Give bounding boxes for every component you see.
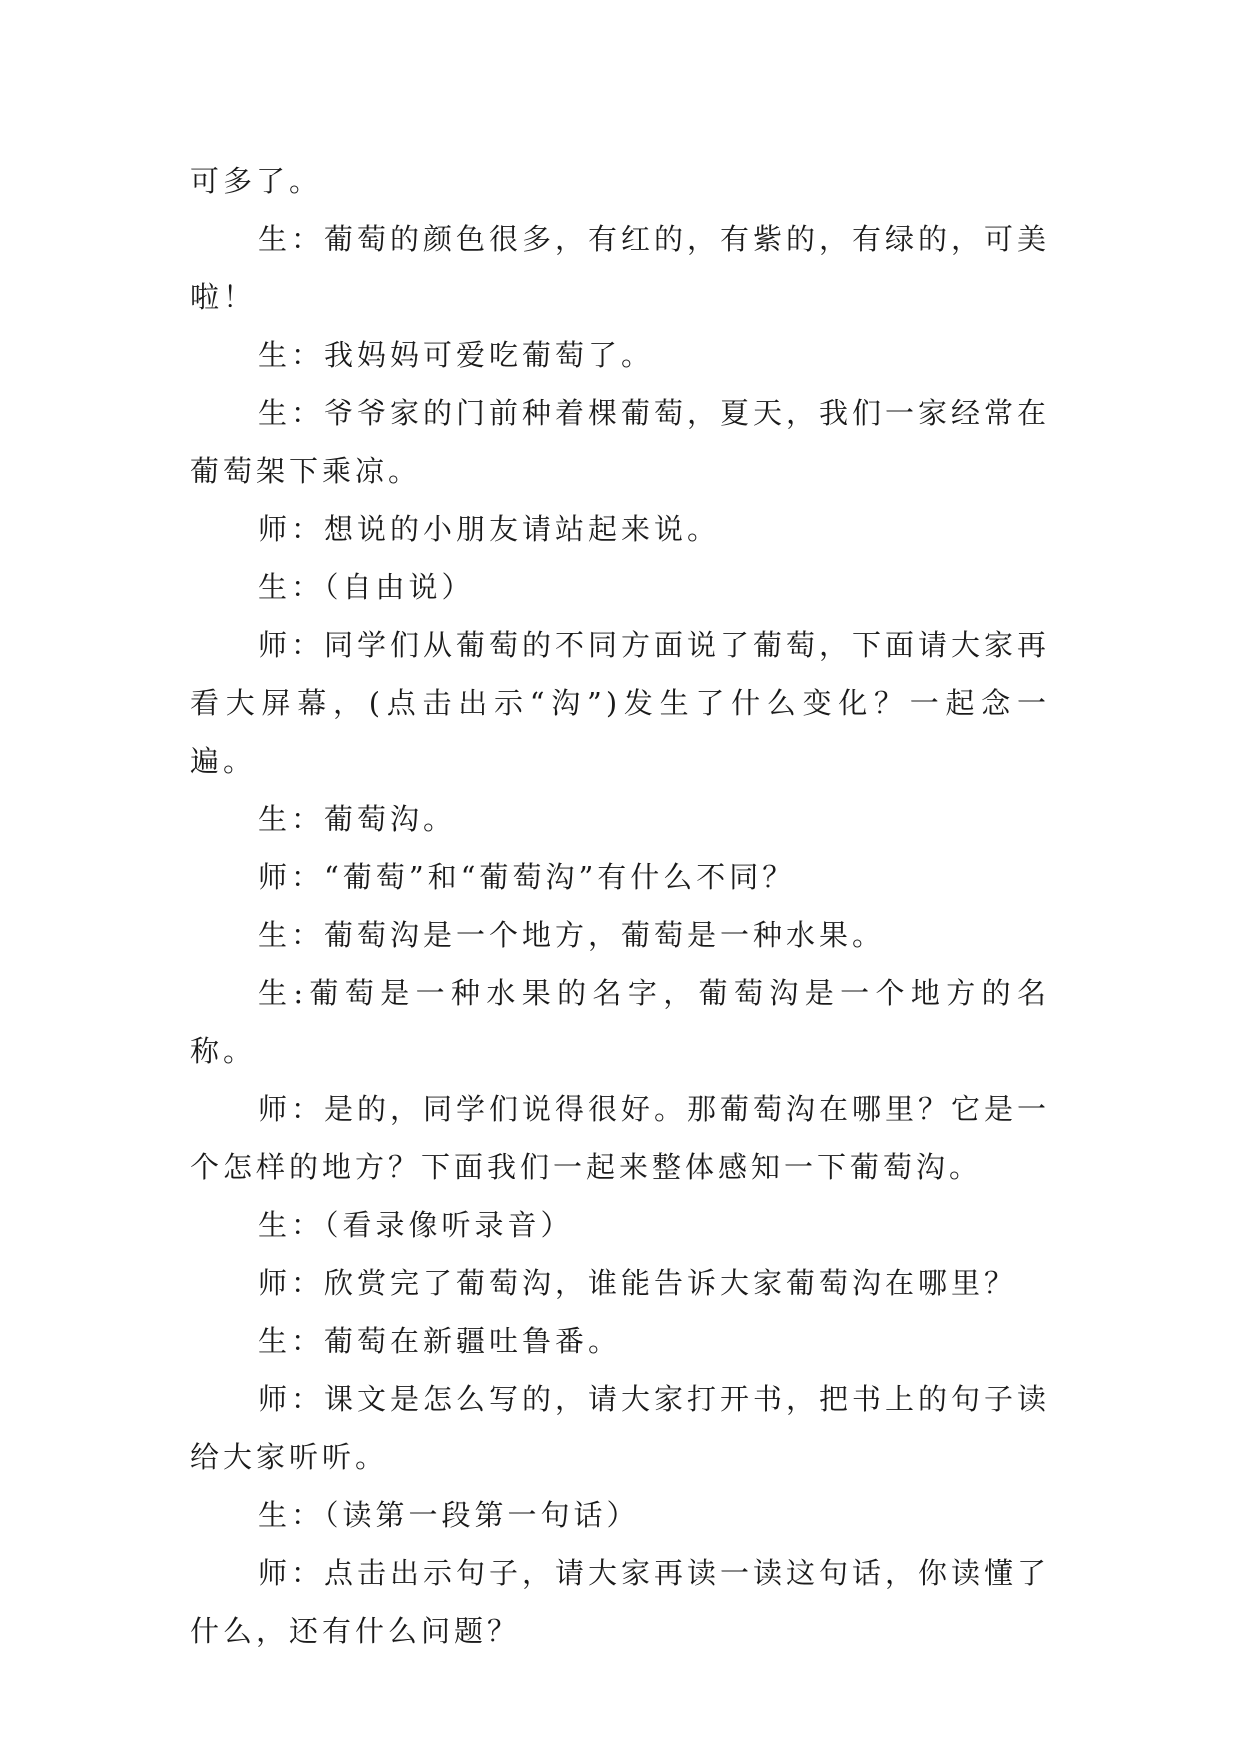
paragraph: 师：“葡萄”和“葡萄沟”有什么不同？ bbox=[258, 860, 796, 894]
paragraph: 生：我妈妈可爱吃葡萄了。 bbox=[258, 338, 655, 372]
paragraph: 生：（看录像听录音） bbox=[258, 1208, 574, 1242]
paragraph: 生：葡萄的颜色很多，有红的，有紫的，有绿的，可美啦！ bbox=[190, 222, 1051, 314]
paragraph: 师：是的，同学们说得很好。那葡萄沟在哪里？它是一个怎样的地方？下面我们一起来整体感知一下葡萄沟。 bbox=[190, 1092, 1051, 1184]
paragraph: 生：葡萄沟是一个地方，葡萄是一种水果。 bbox=[258, 918, 886, 952]
paragraph: 生：（读第一段第一句话） bbox=[258, 1498, 640, 1532]
paragraph: 生:葡萄是一种水果的名字，葡萄沟是一个地方的名称。 bbox=[190, 976, 1050, 1068]
paragraph: 生：葡萄沟。 bbox=[258, 802, 457, 836]
paragraph: 生：爷爷家的门前种着棵葡萄，夏天，我们一家经常在葡萄架下乘凉。 bbox=[190, 396, 1051, 488]
paragraph: 生：葡萄在新疆吐鲁番。 bbox=[258, 1324, 622, 1358]
paragraph: 师：课文是怎么写的，请大家打开书，把书上的句子读给大家听听。 bbox=[190, 1382, 1051, 1474]
paragraph: 师：同学们从葡萄的不同方面说了葡萄，下面请大家再看大屏幕，(点击出示“沟”)发生了什么变化？一起念一遍。 bbox=[190, 628, 1051, 778]
paragraph: 师：欣赏完了葡萄沟，谁能告诉大家葡萄沟在哪里？ bbox=[258, 1266, 1018, 1300]
document-body bbox=[190, 152, 1050, 1660]
paragraph: 师：点击出示句子，请大家再读一读这句话，你读懂了什么，还有什么问题？ bbox=[190, 1556, 1051, 1648]
paragraph: 师：想说的小朋友请站起来说。 bbox=[258, 512, 721, 546]
paragraph: 可多了。 bbox=[190, 164, 323, 198]
paragraph: 生：（自由说） bbox=[258, 570, 475, 604]
